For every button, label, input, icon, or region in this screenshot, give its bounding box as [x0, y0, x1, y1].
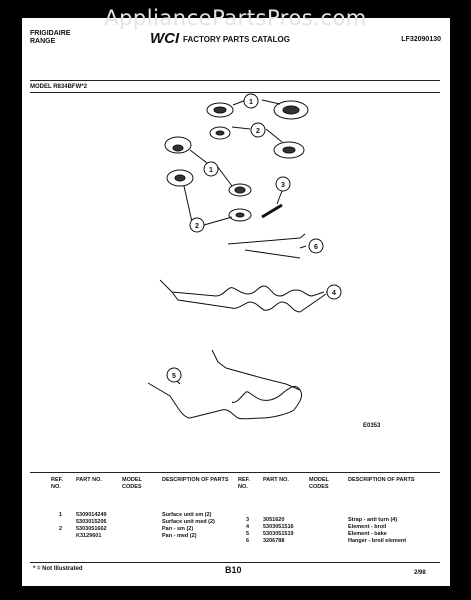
- table-row: 5 5303051519 Element - bake: [246, 531, 387, 537]
- table-row: 5303015206 Surface unit med (2): [76, 519, 215, 525]
- description-header: DESCRIPTION OF PARTS: [162, 477, 229, 483]
- table-row: 6 3206788 Hanger - broil element: [246, 538, 407, 544]
- callout-6: 6: [314, 244, 318, 251]
- model-label: MODEL R834BFW*2: [30, 84, 87, 90]
- broil-element-hanger: [228, 234, 305, 258]
- table-row: K3129601 Pan - med (2): [76, 533, 197, 539]
- product-type: RANGE: [30, 38, 56, 45]
- brand-name: FRIGIDAIRE: [30, 30, 71, 37]
- ref-no-header: REF. NO.: [238, 477, 250, 490]
- parts-rows-left: [51, 512, 251, 540]
- drip-pan-small-2: [167, 170, 193, 186]
- part-no-header: PART NO.: [76, 477, 102, 483]
- ref-no-header: REF. NO.: [51, 477, 63, 490]
- callout-1b: 1: [209, 167, 213, 174]
- page-number: B10: [225, 565, 242, 575]
- part-no-header: PART NO.: [263, 477, 289, 483]
- watermark: AppliancePartsPros.com: [104, 6, 367, 30]
- not-illustrated-note: * = Not Illustrated: [33, 566, 83, 572]
- table-row: 3 3051620 Strap - anti turn (4): [246, 517, 398, 523]
- bake-element: [148, 383, 302, 419]
- revision-date: 2/98: [414, 570, 426, 576]
- anti-turn-strap: [262, 205, 282, 217]
- callout-4: 4: [332, 290, 336, 297]
- catalog-title: FACTORY PARTS CATALOG: [183, 35, 290, 44]
- parts-rows-right: [238, 517, 438, 545]
- drip-pan-small-1: [210, 127, 230, 139]
- wci-logo: WCI: [150, 30, 180, 47]
- surface-unit-small-1: [207, 103, 233, 117]
- callout-2b: 2: [195, 223, 199, 230]
- broil-element: [160, 280, 324, 296]
- callout-1a: 1: [249, 99, 253, 106]
- table-row: 2 5303051662 Pan - sm (2): [59, 526, 194, 532]
- table-bottom-rule: [30, 562, 440, 563]
- model-codes-header: MODEL CODES: [309, 477, 329, 490]
- diagram-code: E0353: [363, 423, 381, 429]
- drip-pan-medium-2: [229, 209, 251, 221]
- callout-3: 3: [281, 182, 285, 189]
- callout-5: 5: [172, 373, 176, 380]
- table-top-rule: [30, 472, 440, 473]
- table-row: 4 5303051516 Element - broil: [246, 524, 387, 530]
- description-header: DESCRIPTION OF PARTS: [348, 477, 415, 483]
- catalog-code: LF32090130: [401, 36, 441, 43]
- surface-unit-small-2: [165, 137, 191, 153]
- table-row: 1 5309014249 Surface unit sm (2): [59, 512, 212, 518]
- model-codes-header: MODEL CODES: [122, 477, 142, 490]
- callout-2a: 2: [256, 128, 260, 135]
- drip-pan-medium-1: [274, 142, 304, 158]
- surface-unit-medium-2: [229, 184, 251, 196]
